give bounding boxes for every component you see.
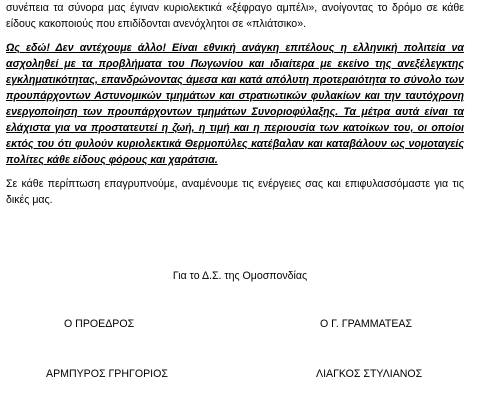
paragraph-demand: Ως εδώ! Δεν αντέχουμε άλλο! Είναι εθνική ανάγκη επιτέλους η ελληνική πολιτεία να ασχοληθεί με τα προβλήματα του Πωγωνίου και ιδιαίτερα με εκείνο της ανεξέλεγκτης εγκληματικότητας, επανδρώνοντας άμεσα και κατά απόλυτη προτεραιότητα το σύνολο των προυπάρχοντων Αστυνομικών τμημάτων και στρατιωτικών φυλακίων και την ταυτόχρονη ενεργοποίηση των προυπάρχοντων τμημάτων Συνοριοφύλαξης. Τα μέτρα αυτά είναι τα ελάχιστα για να προστατευτεί η ζωή, η τιμή και η περιουσία των κατοίκων του, οι οποίοι εκτός του ότι φυλούν κυριολεκτικά Θερμοπύλες κατέβαλαν και καταβάλουν ως νομοταγείς πολίτες κάθε είδους φόρους και χαράτσια. — [6, 42, 464, 166]
signature-heading: Για το Δ.Σ. της Ομοσπονδίας — [172, 270, 308, 282]
secretary-name: ΛΙΑΓΚΟΣ ΣΤΥΛΙΑΝΟΣ — [316, 368, 423, 380]
president-name: ΑΡΜΠΥΡΟΣ ΓΡΗΓΟΡΙΟΣ — [46, 368, 168, 380]
president-title: Ο ΠΡΟΕΔΡΟΣ — [64, 318, 135, 330]
secretary-title: Ο Γ. ΓΡΑΜΜΑΤΕΑΣ — [320, 318, 413, 330]
paragraph-closing: Σε κάθε περίπτωση επαγρυπνούμε, αναμένουμε τις ενέργειες σας και επιφυλασσόμαστε για τις δικές μας. — [6, 178, 464, 206]
paragraph-intro: συνέπεια τα σύνορα μας έγιναν κυριολεκτικά «ξέφραγο αμπέλι», ανοίγοντας το δρόμο σε κάθε είδους κακοποιούς που επιδίδονται ανενόχλητοι σε «πλιάτσικο». — [6, 2, 464, 30]
